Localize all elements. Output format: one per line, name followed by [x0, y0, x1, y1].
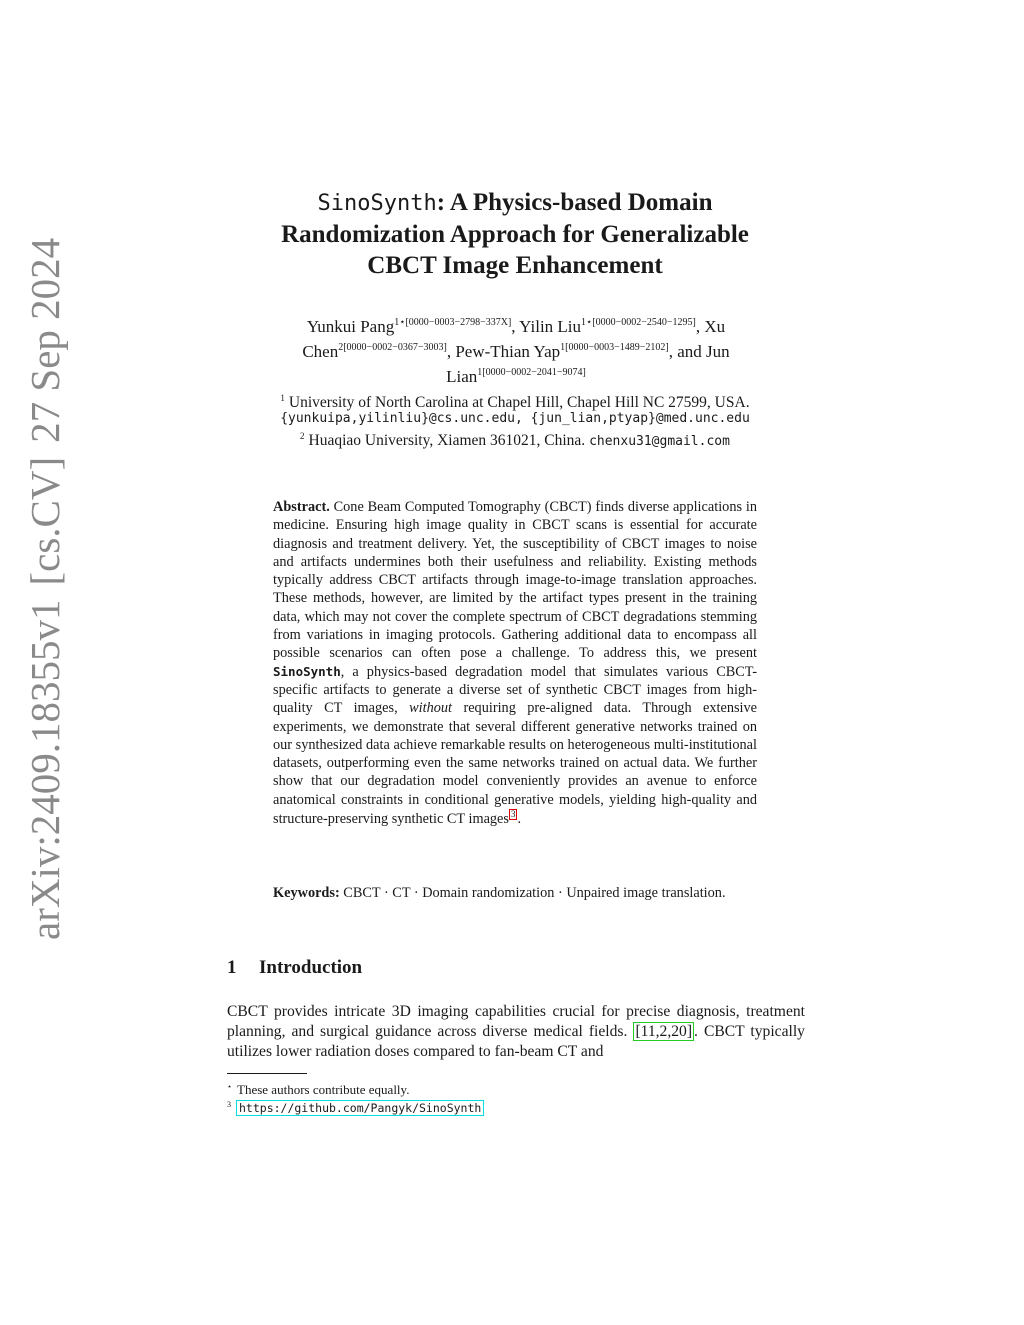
abstract — [273, 498, 757, 828]
author-affiliation-orcid: 1[0000−0002−2041−9074] — [477, 367, 586, 378]
author-name: Jun Lian — [446, 342, 730, 386]
affiliation-text: University of North Carolina at Chapel Hill, Chapel Hill NC 27599, USA. — [288, 394, 750, 411]
arxiv-date: 27 Sep 2024 — [22, 237, 68, 443]
paragraph-text: CBCT provides intricate 3D imaging capabilities crucial for precise diagnosis, treatment planning, and surgical guidance across diverse medical fields. — [227, 1003, 805, 1040]
arxiv-stamp — [20, 237, 70, 940]
author-separator: , — [446, 342, 456, 361]
abstract-emphasis: without — [409, 700, 452, 717]
paragraph-text: . CBCT typically utilizes lower radiation doses compared to fan-beam CT and — [227, 1023, 805, 1060]
section-title: Introduction — [259, 957, 363, 978]
footnote-1 — [227, 1078, 409, 1098]
footnote-text: These authors contribute equally. — [237, 1082, 410, 1097]
author-separator: , — [511, 317, 520, 336]
author-affiliation-orcid: 1[0000−0003−1489−2102] — [560, 342, 669, 353]
abstract-text: requiring pre-aligned data. Through extensive experiments, we demonstrate that several different generative networks trained on our synthesized data achieve remarkable results on heterogeneous multi-institutional datasets, outperforming even the same networks trained on actual data. We further show that our degradation model conveniently provides an avenue to enforce anatomical constraints in conditional generative models, yielding high-quality and structure-preserving synthetic CT images — [273, 700, 758, 828]
keywords-text: CBCT · CT · Domain randomization · Unpaired image translation. — [343, 885, 726, 901]
author-name: Yunkui Pang — [306, 317, 395, 336]
author-name: Pew-Thian Yap — [455, 342, 561, 361]
method-name: SinoSynth — [273, 663, 341, 679]
affiliation-number: 2 — [300, 431, 305, 441]
arxiv-category: [cs.CV] — [22, 456, 68, 586]
affiliation-2 — [230, 427, 800, 451]
keywords-label: Keywords: — [273, 885, 340, 901]
affiliation-number: 1 — [280, 393, 285, 403]
author-separator: , and — [668, 342, 707, 361]
author-affiliation-orcid: 2[0000−0002−0367−3003] — [338, 342, 447, 353]
author-affiliation-orcid: 1⋆[0000−0003−2798−337X] — [394, 317, 512, 328]
author-name: Yilin Liu — [519, 317, 582, 336]
abstract-text: Cone Beam Computed Tomography (CBCT) finds diverse applications in medicine. Ensuring high image quality in CBCT scans is essential for accurate diagnosis and treatment delivery. Yet, the susceptibility of CBCT images to noise and artifacts undermines both their usefulness and reliability. Existing methods typically address CBCT artifacts through image-to-image translation approaches. These methods, however, are limited by the artifact types present in the training data, which may not cover the complete spectrum of CBCT degradations stemming from variations in imaging protocols. Gathering additional data to encompass all possible scenarios can often pose a challenge. To address this, we present — [273, 499, 757, 662]
author-affiliation-orcid: 1⋆[0000−0002−2540−1295] — [581, 317, 696, 328]
github-link[interactable]: https://github.com/Pangyk/SinoSynth — [236, 1100, 484, 1116]
section-number: 1 — [227, 957, 237, 978]
affiliation-text: Huaqiao University, Xiamen 361021, China. — [308, 432, 586, 449]
intro-paragraph — [227, 1002, 805, 1062]
affiliation-1-emails — [230, 408, 800, 428]
email-list: {yunkuipa,yilinliu}@cs.unc.edu, {jun_lian,ptyap}@med.unc.edu — [280, 411, 750, 426]
footnote-link[interactable]: 3 — [510, 809, 516, 820]
email: chenxu31@gmail.com — [589, 434, 730, 449]
paper-title — [200, 187, 830, 281]
author-separator: , — [695, 317, 705, 336]
abstract-text: . — [517, 811, 522, 828]
title-method-name: SinoSynth — [317, 191, 437, 216]
keywords — [273, 884, 757, 902]
author-list — [238, 312, 794, 387]
footnote-mark: ⋆ — [227, 1082, 233, 1091]
footnote-rule — [227, 1073, 307, 1074]
abstract-text: , a physics-based degradation model that simulates various CBCT-specific artifacts to generate a diverse set of synthetic CBCT images from high-quality CT images, — [273, 663, 757, 717]
abstract-label: Abstract. — [273, 499, 330, 515]
citation-link[interactable]: [11,2,20] — [635, 1023, 693, 1040]
title-line2: Randomization Approach for Generalizable — [281, 221, 749, 248]
section-heading — [227, 957, 362, 979]
footnote-mark: 3 — [227, 1100, 231, 1109]
footnote-2 — [227, 1096, 484, 1117]
arxiv-id: arXiv:2409.18355v1 — [22, 599, 68, 940]
author-name: Xu Chen — [302, 317, 726, 361]
title-line3: CBCT Image Enhancement — [367, 252, 663, 279]
title-line1: : A Physics-based Domain — [436, 189, 713, 216]
